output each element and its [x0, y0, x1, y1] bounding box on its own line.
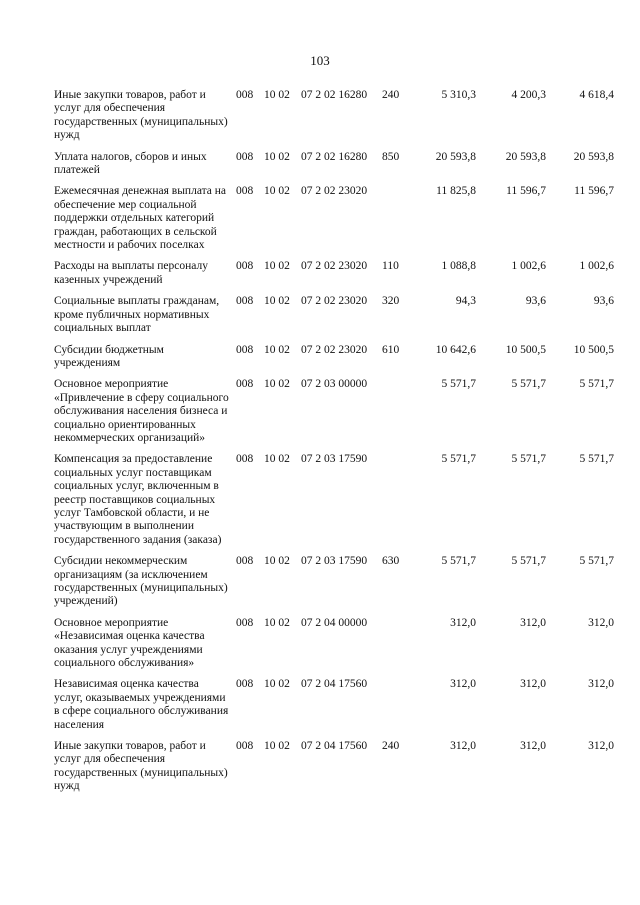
amount-year-1: 312,0	[450, 740, 476, 753]
amount-year-3: 11 596,7	[574, 185, 614, 198]
row-name: Субсидии бюджетным учреждениям	[54, 343, 164, 369]
amount-year-2: 1 002,6	[511, 260, 546, 273]
ministry-code: 008	[236, 740, 254, 753]
amount-year-2: 4 200,3	[511, 89, 546, 101]
row-name: Основное мероприятие «Привлечение в сферу социального обслуживания населения бизнеса и социально ориентированных некоммерческих организаций»	[54, 378, 229, 444]
amount-year-3: 312,0	[588, 616, 614, 629]
row-name: Субсидии некоммерческим организациям (за исключением государственных (муниципальных) учреждений)	[54, 555, 228, 608]
amount-year-2: 312,0	[520, 740, 546, 753]
section-code: 10 02	[264, 150, 290, 163]
amount-year-3: 93,6	[593, 295, 614, 308]
amount-year-3: 5 571,7	[579, 453, 614, 466]
table-row	[54, 740, 614, 802]
table-row	[54, 260, 614, 295]
amount-year-2: 312,0	[520, 678, 546, 691]
ministry-code: 008	[236, 295, 254, 308]
amount-year-1: 1 088,8	[441, 260, 476, 273]
table-row	[54, 185, 614, 260]
target-article-code: 07 2 03 17590	[301, 555, 368, 568]
row-name: Иные закупки товаров, работ и услуг для обеспечения государственных (муниципальных) нужд	[54, 89, 228, 142]
section-code: 10 02	[264, 453, 290, 466]
row-name: Компенсация за предоставление социальных услуг поставщикам социальных услуг, включенным в реестр поставщиков социальных услуг Тамбовской области, и не участвующим в выполнении государственного задания (заказа)	[54, 453, 222, 546]
page-number: 103	[310, 53, 330, 68]
section-code: 10 02	[264, 678, 290, 691]
ministry-code: 008	[236, 453, 254, 466]
amount-year-3: 5 571,7	[579, 378, 614, 391]
amount-year-1: 312,0	[450, 616, 476, 629]
row-name: Основное мероприятие «Независимая оценка качества оказания услуг учреждениями социального обслуживания»	[54, 616, 205, 670]
amount-year-1: 5 571,7	[441, 453, 476, 466]
expense-type-code: 240	[382, 740, 400, 753]
expense-type-code: 850	[382, 150, 400, 163]
expense-type-code: 320	[382, 295, 400, 308]
budget-table-body	[54, 89, 614, 802]
expense-type-code	[380, 453, 408, 555]
amount-year-1: 5 310,3	[441, 89, 476, 101]
section-code: 10 02	[264, 740, 290, 753]
table-row	[54, 555, 614, 617]
target-article-code: 07 2 03 00000	[301, 378, 368, 391]
amount-year-3: 312,0	[588, 740, 614, 753]
expense-type-code: 110	[382, 260, 399, 273]
expense-type-code	[380, 617, 408, 679]
target-article-code: 07 2 02 23020	[301, 260, 368, 273]
ministry-code: 008	[236, 555, 254, 568]
amount-year-2: 11 596,7	[506, 185, 546, 198]
ministry-code: 008	[236, 89, 254, 101]
amount-year-3: 20 593,8	[573, 150, 614, 163]
budget-table-container	[54, 89, 614, 802]
row-name: Уплата налогов, сборов и иных платежей	[54, 150, 207, 177]
section-code: 10 02	[264, 343, 290, 356]
ministry-code: 008	[236, 260, 254, 273]
target-article-code: 07 2 02 23020	[301, 295, 368, 308]
expense-type-code: 240	[382, 89, 400, 101]
section-code: 10 02	[264, 185, 290, 198]
amount-year-1: 5 571,7	[441, 555, 476, 568]
amount-year-2: 312,0	[520, 616, 546, 629]
target-article-code: 07 2 02 16280	[301, 150, 368, 163]
amount-year-1: 94,3	[455, 295, 476, 308]
amount-year-3: 10 500,5	[573, 343, 614, 356]
budget-table	[54, 89, 614, 802]
amount-year-3: 5 571,7	[579, 555, 614, 568]
section-code: 10 02	[264, 616, 290, 629]
section-code: 10 02	[264, 555, 290, 568]
target-article-code: 07 2 04 17560	[301, 678, 368, 691]
row-name: Независимая оценка качества услуг, оказываемых учреждениями в сфере социального обслуживания населения	[54, 678, 229, 731]
expense-type-code	[380, 378, 408, 453]
amount-year-3: 1 002,6	[579, 260, 614, 273]
table-row	[54, 151, 614, 186]
amount-year-2: 5 571,7	[511, 453, 546, 466]
target-article-code: 07 2 02 23020	[301, 343, 368, 356]
ministry-code: 008	[236, 343, 254, 356]
amount-year-2: 5 571,7	[511, 378, 546, 391]
amount-year-1: 312,0	[450, 678, 476, 691]
ministry-code: 008	[236, 378, 254, 391]
target-article-code: 07 2 03 17590	[301, 453, 368, 466]
row-name: Ежемесячная денежная выплата на обеспечение мер социальной поддержки отдельных категорий граждан, работающих в сельской местности и рабочих поселках	[54, 185, 227, 252]
section-code: 10 02	[264, 260, 290, 273]
amount-year-2: 10 500,5	[505, 343, 546, 356]
target-article-code: 07 2 02 23020	[301, 185, 368, 198]
target-article-code: 07 2 04 00000	[301, 616, 368, 629]
table-row	[54, 617, 614, 679]
table-row	[54, 89, 614, 151]
amount-year-1: 11 825,8	[436, 185, 476, 198]
amount-year-1: 20 593,8	[435, 150, 476, 163]
ministry-code: 008	[236, 150, 254, 163]
section-code: 10 02	[264, 295, 290, 308]
amount-year-3: 312,0	[588, 678, 614, 691]
table-row	[54, 453, 614, 555]
section-code: 10 02	[264, 378, 290, 391]
amount-year-3: 4 618,4	[579, 89, 614, 101]
expense-type-code	[380, 185, 408, 260]
amount-year-2: 93,6	[525, 295, 546, 308]
table-row	[54, 344, 614, 379]
row-name: Иные закупки товаров, работ и услуг для обеспечения государственных (муниципальных) нужд	[54, 740, 228, 793]
target-article-code: 07 2 02 16280	[301, 89, 368, 101]
amount-year-2: 20 593,8	[505, 150, 546, 163]
amount-year-2: 5 571,7	[511, 555, 546, 568]
target-article-code: 07 2 04 17560	[301, 740, 368, 753]
amount-year-1: 5 571,7	[441, 378, 476, 391]
table-row	[54, 378, 614, 453]
expense-type-code: 610	[382, 343, 400, 356]
table-row	[54, 678, 614, 740]
amount-year-1: 10 642,6	[435, 343, 476, 356]
ministry-code: 008	[236, 185, 254, 198]
table-row	[54, 295, 614, 343]
ministry-code: 008	[236, 616, 254, 629]
ministry-code: 008	[236, 678, 254, 691]
row-name: Социальные выплаты гражданам, кроме публичных нормативных социальных выплат	[54, 295, 220, 335]
row-name: Расходы на выплаты персоналу казенных учреждений	[54, 260, 208, 286]
expense-type-code	[380, 678, 408, 740]
section-code: 10 02	[264, 89, 290, 101]
expense-type-code: 630	[382, 555, 400, 568]
